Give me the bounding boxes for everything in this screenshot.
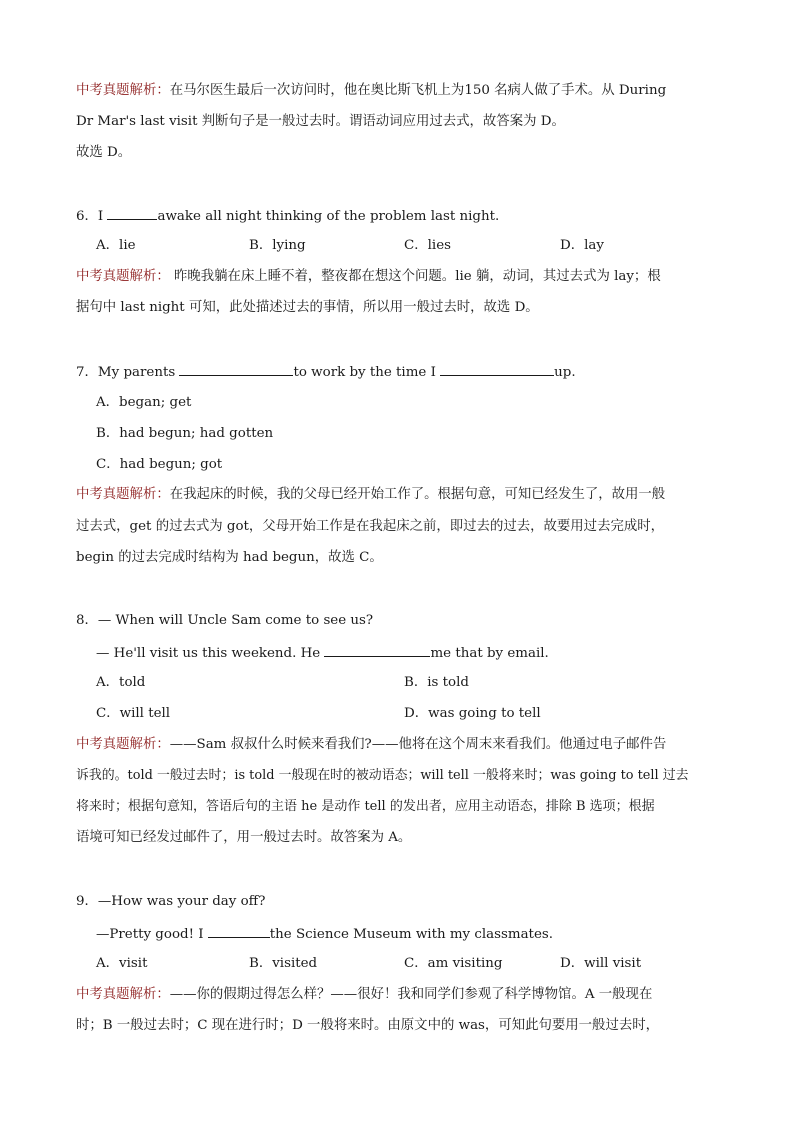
question-9-line2: —Pretty good! I the Science Museum with my classmates. [96,924,553,944]
option-c: C．lies [404,238,451,253]
analysis-text: 将来时；根据句意知，答语后句的主语 he 是动作 tell 的发出者，应用主动语态，排除 B 选项；根据 [76,799,655,814]
analysis-text: 故选 D。 [76,145,132,160]
analysis-label: 中考真题解析： [76,737,170,752]
analysis-text: 过去式，get 的过去式为 got，父母开始工作是在我起床之前，即过去的过去，故要用过去完成时， [76,519,665,534]
analysis-label: 中考真题解析： [76,487,170,502]
answer-blank [440,362,554,376]
analysis-text: 时；B 一般过去时；C 现在进行时；D 一般将来时。由原文中的 was，可知此句要用一般过去时， [76,1018,660,1033]
option-d: D．will visit [560,956,642,971]
option-d: D．was going to tell [404,706,541,721]
analysis-text: 昨晚我躺在床上睡不着，整夜都在想这个问题。lie 躺，动词，其过去式为 lay；根 [169,269,661,284]
option-b: B．visited [249,956,318,971]
answer-blank [107,206,157,220]
analysis-line [76,113,565,131]
analysis-line [76,767,689,785]
option-d: D．lay [560,238,604,253]
analysis-text: 诉我的。told 一般过去时；is told 一般现在时的被动语态；will tell 一般将来时；was going to tell 过去 [76,768,689,783]
option-a: A．told [96,675,146,690]
analysis-text: begin 的过去完成时结构为 had begun，故选 C。 [76,550,383,565]
analysis-line [76,486,665,504]
analysis-text: ——Sam 叔叔什么时候来看我们?——他将在这个周末来看我们。他通过电子邮件告 [169,737,667,752]
option-a: A．began; get [96,395,192,410]
analysis-line [76,1017,659,1035]
analysis-line [76,82,666,100]
question-8-line2: — He'll visit us this weekend. He me that by email. [96,643,549,663]
analysis-text: ——你的假期过得怎么样？——很好！我和同学们参观了科学博物馆。A 一般现在 [169,987,653,1002]
analysis-line [76,144,131,162]
analysis-line [76,299,539,317]
analysis-label: 中考真题解析： [76,83,170,98]
option-c: C．had begun; got [96,457,223,472]
answer-blank [324,643,430,657]
analysis-line [76,549,383,567]
analysis-line [76,518,664,536]
analysis-line [76,736,666,754]
analysis-label: 中考真题解析： [76,987,170,1002]
analysis-text: Dr Mar's last visit 判断句子是一般过去时。谓语动词应用过去式，故答案为 D。 [76,114,565,129]
question-8-stem: 8．— When will Uncle Sam come to see us? [76,613,374,628]
answer-blank [179,362,293,376]
analysis-text: 在我起床的时候，我的父母已经开始工作了。根据句意，可知已经发生了，故用一般 [169,487,666,502]
analysis-text: 据句中 last night 可知，此处描述过去的事情，所以用一般过去时，故选 D。 [76,300,539,315]
analysis-text: 语境可知已经发过邮件了，用一般过去时。故答案为 A。 [76,830,412,845]
analysis-line [76,986,652,1004]
analysis-line [76,268,661,286]
question-6-stem: 6．I awake all night thinking of the problem last night. [76,206,499,226]
question-7-stem: 7．My parents to work by the time I up. [76,362,576,382]
option-a: A．visit [96,956,148,971]
option-b: B．lying [249,238,306,253]
option-c: C．will tell [96,706,171,721]
option-a: A．lie [96,238,136,253]
answer-blank [208,924,270,938]
analysis-text: 在马尔医生最后一次访问时，他在奥比斯飞机上为150 名病人做了手术。从 During [169,83,667,98]
analysis-line [76,798,655,816]
question-9-stem: 9．—How was your day off? [76,894,266,909]
option-b: B．is told [404,675,469,690]
option-b: B．had begun; had gotten [96,426,274,441]
analysis-line [76,829,411,847]
analysis-label: 中考真题解析： [76,269,170,284]
option-c: C．am visiting [404,956,503,971]
